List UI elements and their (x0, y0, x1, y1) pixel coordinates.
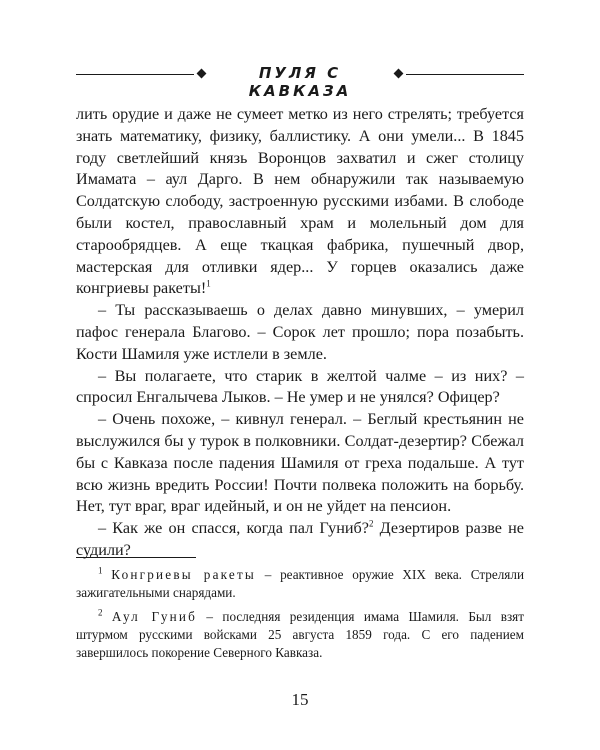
footnotes (76, 566, 524, 668)
footnote-1: $^1$ Конгриевы ракеты – реактивное оружие XIX века. Стреляли зажигательными снарядами. (76, 565, 524, 600)
paragraph-4: – Очень похоже, – кивнул генерал. – Беглый крестьянин не выслужился бы у турок в полковники. Солдат-дезертир? Сбежал бы с Кавказа после падения Шамиля от греха подальше. А тут всю жизнь вредить России! Почти полвека положить на борьбу. Нет, тут враг, враг идейный, и он не уйдет на пенсион. (76, 410, 524, 516)
paragraph-3: – Вы полагаете, что старик в желтой чалме – из них? – спросил Енгалычева Лыков. – Не умер и не унялся? Офицер? (76, 366, 524, 407)
header-rule-left (76, 74, 194, 75)
running-title: ПУЛЯ С КАВКАЗА (248, 64, 352, 100)
footnote-ref-2: 2 (368, 518, 374, 529)
paragraph-2: – Ты рассказываешь о делах давно минувших, – умерил пафос генерала Благово. – Сорок лет прошло; пора позабыть. Кости Шамиля уже истлели в земле. (76, 301, 524, 363)
paragraph-1: лить орудие и даже не сумеет метко из него стрелять; требуется знать математику, физику, баллистику. А они умели... В 1845 году светлейший князь Воронцов захватил и сжег столицу Имамата – аул Дарго. В нем обнаружили так называемую Солдатскую слободу, застроенную русскими избами. В слободе были костел, православный храм и молельный дом для старообрядцев. А еще ткацкая фабрика, пушечный двор, мастерская для отливки ядер... У горцев оказались даже конгриевы ракеты!$^1$ (76, 105, 524, 298)
footnote-ref-1: 1 (206, 278, 211, 289)
footnote-2: $^2$ Аул Гуниб – последняя резиденция имама Шамиля. Был взят штурмом русскими войсками 25 августа 1859 года. С его падением завершилось покорение Северного Кавказа. (76, 607, 524, 660)
main-text (76, 104, 524, 562)
paragraph-5: – Как же он спасся, когда пал Гуниб?$^2$ Дезертиров разве не судили? (76, 518, 524, 559)
header-rule-right (406, 74, 524, 75)
footnote-term: Конгриевы ракеты (111, 567, 256, 582)
footnote-term: Аул Гуниб (111, 609, 198, 624)
header-diamond-right (394, 69, 404, 79)
footnote-separator (76, 557, 196, 558)
header-diamond-left (197, 69, 207, 79)
running-header (76, 62, 524, 100)
page-number: 15 (291, 690, 309, 709)
